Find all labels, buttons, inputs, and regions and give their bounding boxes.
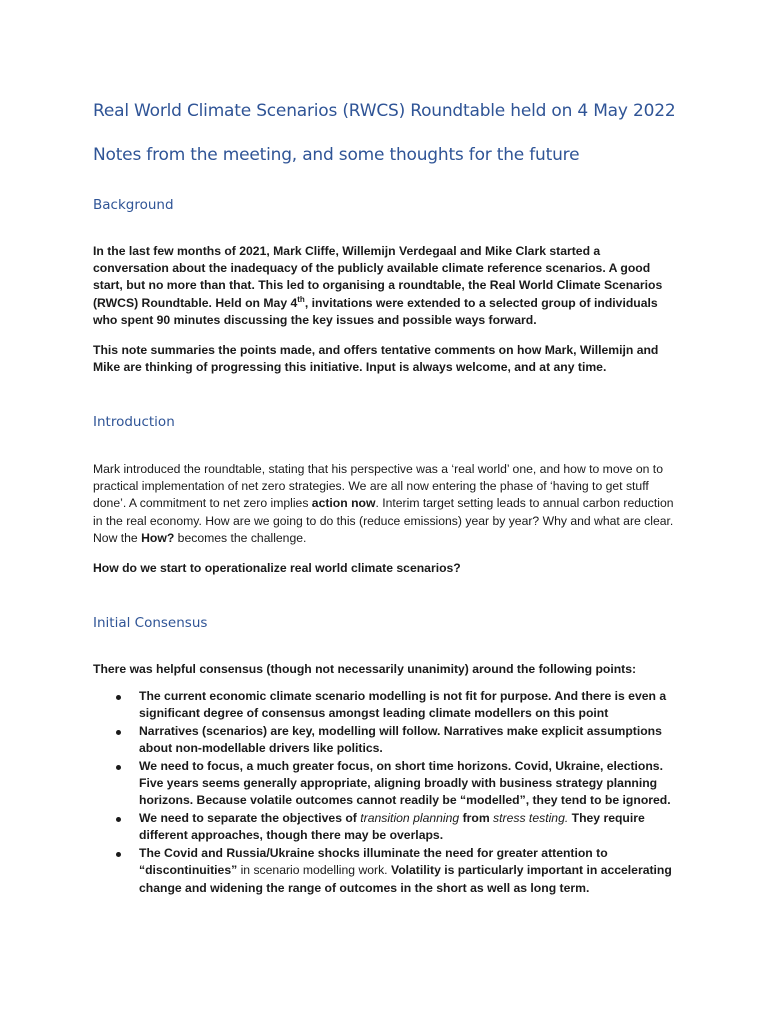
bullet-icon	[116, 817, 121, 822]
intro-text-a: Mark introduced the roundtable, stating that his perspective was a ‘real world’ one, and how to move on to practical implementation of net zero strategies. We are all now entering the phase of ‘having to get stuff done’. A commitment to net zero implies	[93, 462, 663, 511]
list-item-text: The Covid and Russia/Ukraine shocks illuminate the need for greater attention to	[139, 846, 608, 861]
document-title: Real World Climate Scenarios (RWCS) Roundtable held on 4 May 2022	[93, 101, 676, 121]
list-item-text: The current economic climate scenario modelling is not fit for purpose. And there is even a significant degree of consensus amongst leading climate modellers on this point	[139, 689, 667, 721]
intro-text-c: . Interim target setting leads to annual carbon reduction in the real economy. How are we going to do this (reduce emissions) year by year? Why and what are clear. Now the	[93, 496, 674, 545]
background-text-cont: , invitations were extended to a selected group of individuals who spent 90 minutes discussing the key issues and possible ways forward.	[93, 295, 658, 327]
document-subtitle: Notes from the meeting, and some thoughts for the future	[93, 145, 580, 165]
superscript: th	[297, 294, 305, 304]
bullet-icon	[116, 695, 121, 700]
list-item-text: . Covid, Ukraine, elections. Five years seems generally appropriate, aligning broadly with business strategy planning horizons. Because volatile outcomes cannot readily be “modelled”, they tend to be ignored.	[139, 759, 671, 808]
intro-text-b: action now	[311, 496, 376, 511]
heading-introduction: Introduction	[93, 414, 175, 430]
background-paragraph-1	[93, 243, 679, 329]
list-item-text: Volatility is particularly important in accelerating change and widening the range of outcomes in the short as well as long term.	[139, 863, 672, 895]
heading-background: Background	[93, 197, 174, 213]
list-item-text: We need to focus, a much greater focus, on	[139, 759, 395, 773]
list-item-text: “discontinuities”	[139, 863, 238, 878]
list-item	[93, 810, 679, 844]
background-text: In the last few months of 2021, Mark Cliffe, Willemijn Verdegaal and Mike Clark started a conversation about the inadequacy of the publicly available climate reference scenarios. A good start, but no more than that. This led to organising a roundtable, the Real World Climate Scenarios (RWCS) Roundtable. Held on May 4	[93, 244, 663, 310]
bullet-icon	[116, 765, 121, 770]
background-paragraph-2: This note summaries the points made, and offers tentative comments on how Mark, Willemijn and Mike are thinking of progressing this initiative. Input is always welcome, and at any time.	[93, 343, 659, 375]
list-item	[93, 758, 679, 810]
intro-text-e: becomes the challenge.	[174, 530, 307, 545]
bullet-icon	[116, 852, 121, 857]
list-item-text: from	[459, 811, 494, 826]
heading-initial-consensus: Initial Consensus	[93, 615, 208, 631]
list-item-text: in scenario modelling work.	[237, 863, 391, 878]
list-item	[93, 723, 679, 757]
list-item-text: They require different approaches, though there may be overlaps.	[139, 811, 645, 843]
list-item-text: We need to separate the objectives of	[139, 811, 361, 826]
consensus-intro: There was helpful consensus (though not necessarily unanimity) around the following points:	[93, 662, 637, 676]
introduction-paragraph-1	[93, 461, 679, 547]
list-item-italic: stress testing.	[493, 811, 569, 826]
intro-text-d: How?	[141, 530, 175, 545]
introduction-paragraph-2: How do we start to operationalize real world climate scenarios?	[93, 561, 461, 575]
list-item-text: Narratives (scenarios) are key, modelling will follow. Narratives make explicit assumptions about non-modellable drivers like politics.	[139, 724, 662, 756]
bullet-icon	[116, 730, 121, 735]
list-item	[93, 688, 679, 722]
list-item-text: short time horizons	[394, 759, 508, 773]
list-item	[93, 845, 679, 897]
consensus-list	[93, 688, 679, 897]
list-item-italic: transition planning	[360, 811, 460, 826]
